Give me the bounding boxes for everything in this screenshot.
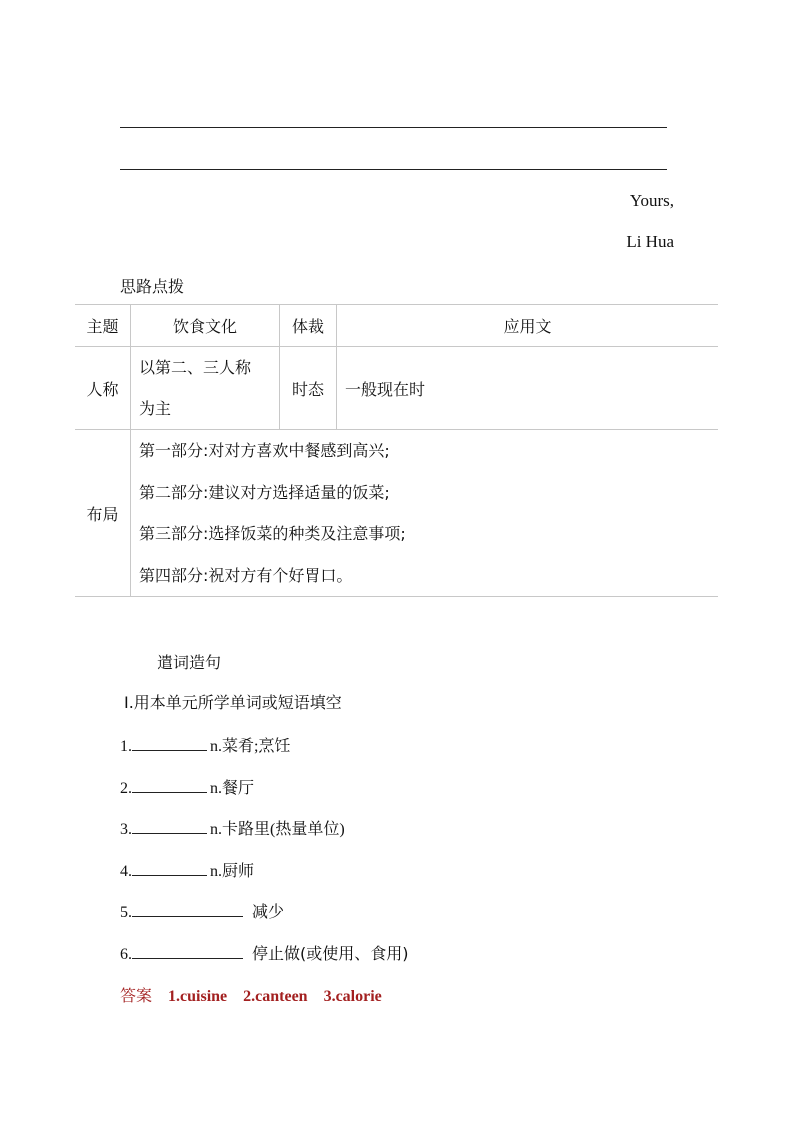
layout-part-2: 第二部分:建议对方选择适量的饭菜; bbox=[139, 482, 390, 502]
item-hint: 减少 bbox=[252, 902, 285, 921]
cell-tense-value: 一般现在时 bbox=[337, 347, 719, 430]
item-hint: n.厨师 bbox=[210, 863, 255, 880]
outline-table bbox=[75, 304, 718, 597]
cell-person-value bbox=[131, 347, 280, 430]
table-row bbox=[75, 430, 718, 597]
exercise-instruction: Ⅰ.用本单元所学单词或短语填空 bbox=[124, 693, 342, 712]
answer-blank[interactable] bbox=[132, 861, 207, 876]
answer-2: 2.canteen bbox=[243, 988, 308, 1005]
item-hint: n.餐厅 bbox=[210, 780, 255, 797]
answer-blank[interactable] bbox=[132, 736, 207, 751]
cell-genre-value: 应用文 bbox=[337, 305, 719, 347]
letter-closing: Yours, bbox=[629, 191, 674, 210]
item-number: 6. bbox=[120, 946, 132, 963]
cell-topic-key: 主题 bbox=[75, 305, 131, 347]
item-number: 5. bbox=[120, 904, 132, 921]
item-hint: 停止做(或使用、食用) bbox=[252, 944, 409, 963]
list-item bbox=[120, 733, 290, 756]
item-hint: n.菜肴;烹饪 bbox=[210, 738, 291, 755]
answer-1: 1.cuisine bbox=[168, 988, 228, 1005]
layout-part-3: 第三部分:选择饭菜的种类及注意事项; bbox=[139, 524, 406, 543]
item-number: 1. bbox=[120, 738, 132, 755]
cell-person-value-line2: 为主 bbox=[139, 399, 172, 418]
answer-line bbox=[120, 983, 382, 1006]
writing-line-1 bbox=[120, 127, 667, 128]
list-item bbox=[120, 816, 345, 839]
answer-blank[interactable] bbox=[132, 944, 243, 959]
answer-blank[interactable] bbox=[132, 819, 207, 834]
list-item bbox=[120, 899, 284, 922]
cell-layout-value bbox=[131, 430, 719, 597]
cell-person-key: 人称 bbox=[75, 347, 131, 430]
list-item bbox=[120, 775, 254, 798]
cell-genre-key: 体裁 bbox=[280, 305, 337, 347]
list-item bbox=[120, 941, 409, 964]
cell-tense-key: 时态 bbox=[280, 347, 337, 430]
table-row bbox=[75, 347, 718, 430]
writing-line-2 bbox=[120, 169, 667, 170]
cell-person-value-line1: 以第二、三人称 bbox=[139, 358, 252, 377]
cell-layout-key: 布局 bbox=[75, 430, 131, 597]
layout-part-1: 第一部分:对对方喜欢中餐感到高兴; bbox=[139, 441, 390, 460]
guide-heading: 思路点拨 bbox=[120, 277, 185, 296]
letter-signature: Li Hua bbox=[626, 232, 674, 251]
list-item bbox=[120, 858, 254, 881]
item-hint: n.卡路里(热量单位) bbox=[210, 821, 345, 838]
item-number: 4. bbox=[120, 863, 132, 880]
answer-label: 答案 bbox=[120, 986, 153, 1005]
layout-part-4: 第四部分:祝对方有个好胃口。 bbox=[139, 565, 353, 585]
exercise-heading: 遣词造句 bbox=[157, 653, 222, 672]
answer-blank[interactable] bbox=[132, 902, 243, 917]
table-row bbox=[75, 305, 718, 347]
item-number: 3. bbox=[120, 821, 132, 838]
item-number: 2. bbox=[120, 780, 132, 797]
answer-3: 3.calorie bbox=[323, 988, 382, 1005]
answer-blank[interactable] bbox=[132, 778, 207, 793]
cell-topic-value: 饮食文化 bbox=[131, 305, 280, 347]
